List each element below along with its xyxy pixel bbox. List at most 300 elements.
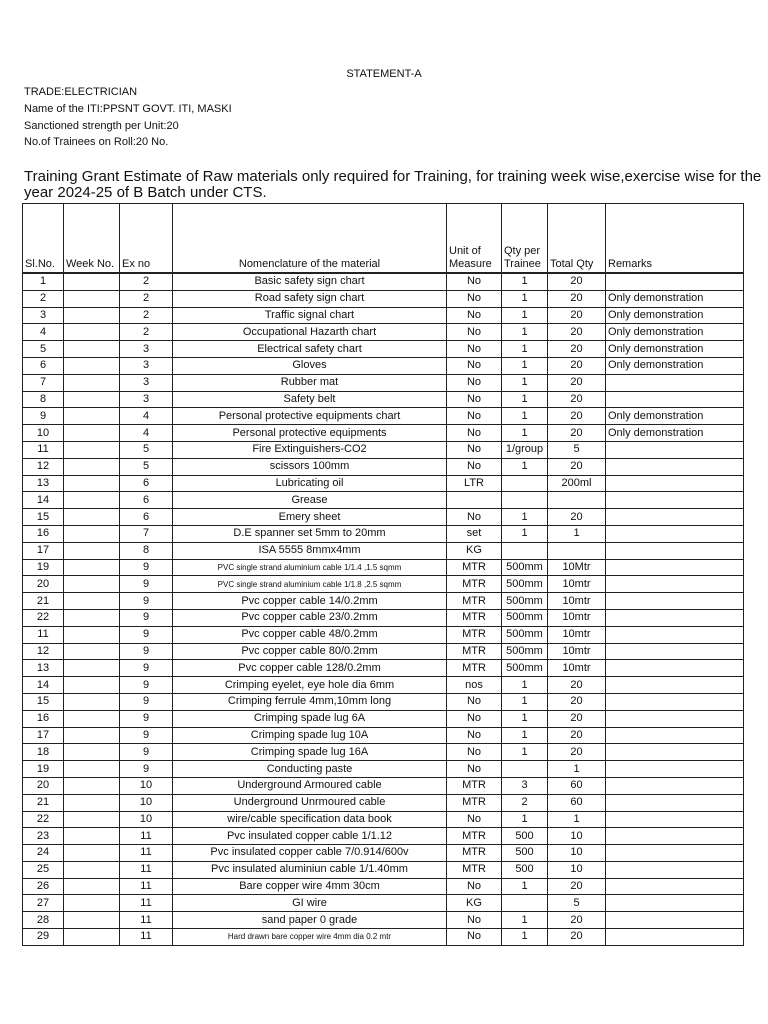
cell-nomenclature: Pvc insulated aluminiun cable 1/1.40mm xyxy=(173,861,447,878)
table-row xyxy=(23,542,744,559)
cell-remarks xyxy=(606,391,744,408)
cell-week-no xyxy=(64,576,120,593)
cell-nomenclature: Personal protective equipments chart xyxy=(173,408,447,425)
cell-week-no xyxy=(64,593,120,610)
cell-unit: MTR xyxy=(447,777,502,794)
cell-week-no xyxy=(64,492,120,509)
cell-week-no xyxy=(64,273,120,290)
iti-name-line: Name of the ITI:PPSNT GOVT. ITI, MASKI xyxy=(24,103,232,115)
cell-nomenclature: wire/cable specification data book xyxy=(173,811,447,828)
table-row xyxy=(23,794,744,811)
cell-qty-per-trainee: 500 xyxy=(502,861,548,878)
table-row xyxy=(23,357,744,374)
table-row xyxy=(23,693,744,710)
cell-total-qty: 10mtr xyxy=(548,593,606,610)
cell-unit: nos xyxy=(447,677,502,694)
cell-remarks: Only demonstration xyxy=(606,425,744,442)
cell-sl-no: 19 xyxy=(23,761,64,778)
cell-week-no xyxy=(64,559,120,576)
cell-remarks xyxy=(606,895,744,912)
cell-nomenclature: GI wire xyxy=(173,895,447,912)
cell-qty-per-trainee: 1 xyxy=(502,273,548,290)
cell-week-no xyxy=(64,794,120,811)
cell-week-no xyxy=(64,761,120,778)
cell-ex-no: 10 xyxy=(120,777,173,794)
cell-total-qty: 20 xyxy=(548,324,606,341)
cell-unit: No xyxy=(447,307,502,324)
cell-qty-per-trainee: 500mm xyxy=(502,660,548,677)
cell-nomenclature: Road safety sign chart xyxy=(173,290,447,307)
cell-week-no xyxy=(64,542,120,559)
cell-unit: MTR xyxy=(447,626,502,643)
cell-total-qty: 20 xyxy=(548,878,606,895)
cell-total-qty: 20 xyxy=(548,408,606,425)
cell-nomenclature: Occupational Hazarth chart xyxy=(173,324,447,341)
table-row xyxy=(23,341,744,358)
cell-remarks: Only demonstration xyxy=(606,357,744,374)
cell-total-qty: 10 xyxy=(548,845,606,862)
table-row xyxy=(23,458,744,475)
cell-ex-no: 9 xyxy=(120,727,173,744)
cell-unit: No xyxy=(447,710,502,727)
cell-unit: No xyxy=(447,727,502,744)
cell-total-qty: 10mtr xyxy=(548,660,606,677)
cell-ex-no: 9 xyxy=(120,559,173,576)
cell-qty-per-trainee xyxy=(502,475,548,492)
cell-unit: No xyxy=(447,878,502,895)
cell-remarks xyxy=(606,475,744,492)
cell-nomenclature: Pvc copper cable 48/0.2mm xyxy=(173,626,447,643)
cell-nomenclature: PVC single strand aluminium cable 1/1.4 ,1.5 sqmm xyxy=(173,559,447,576)
cell-week-no xyxy=(64,509,120,526)
cell-ex-no: 8 xyxy=(120,542,173,559)
cell-ex-no: 9 xyxy=(120,761,173,778)
cell-remarks xyxy=(606,542,744,559)
cell-nomenclature: Crimping eyelet, eye hole dia 6mm xyxy=(173,677,447,694)
cell-sl-no: 23 xyxy=(23,828,64,845)
cell-total-qty: 10mtr xyxy=(548,576,606,593)
cell-total-qty: 10 xyxy=(548,861,606,878)
cell-sl-no: 22 xyxy=(23,811,64,828)
cell-sl-no: 28 xyxy=(23,912,64,929)
cell-ex-no: 6 xyxy=(120,492,173,509)
cell-remarks xyxy=(606,273,744,290)
cell-ex-no: 3 xyxy=(120,341,173,358)
cell-total-qty: 60 xyxy=(548,794,606,811)
cell-nomenclature: Crimping ferrule 4mm,10mm long xyxy=(173,693,447,710)
cell-sl-no: 15 xyxy=(23,509,64,526)
cell-qty-per-trainee: 500mm xyxy=(502,576,548,593)
cell-sl-no: 5 xyxy=(23,341,64,358)
cell-nomenclature: Crimping spade lug 10A xyxy=(173,727,447,744)
cell-total-qty: 20 xyxy=(548,912,606,929)
cell-week-no xyxy=(64,878,120,895)
cell-qty-per-trainee: 1 xyxy=(502,710,548,727)
table-row xyxy=(23,929,744,946)
cell-remarks xyxy=(606,660,744,677)
cell-unit: MTR xyxy=(447,576,502,593)
cell-qty-per-trainee: 2 xyxy=(502,794,548,811)
col-nomenclature: Nomenclature of the material xyxy=(173,204,447,274)
cell-ex-no: 11 xyxy=(120,845,173,862)
cell-qty-per-trainee: 500 xyxy=(502,828,548,845)
cell-unit: No xyxy=(447,374,502,391)
cell-qty-per-trainee: 1 xyxy=(502,290,548,307)
cell-sl-no: 25 xyxy=(23,861,64,878)
cell-week-no xyxy=(64,324,120,341)
cell-nomenclature: Pvc insulated copper cable 7/0.914/600v xyxy=(173,845,447,862)
cell-total-qty: 20 xyxy=(548,509,606,526)
cell-ex-no: 2 xyxy=(120,290,173,307)
cell-nomenclature: Pvc insulated copper cable 1/1.12 xyxy=(173,828,447,845)
cell-unit xyxy=(447,492,502,509)
cell-ex-no: 11 xyxy=(120,895,173,912)
cell-nomenclature: Grease xyxy=(173,492,447,509)
cell-unit: MTR xyxy=(447,559,502,576)
cell-remarks xyxy=(606,609,744,626)
cell-ex-no: 10 xyxy=(120,811,173,828)
cell-remarks: Only demonstration xyxy=(606,307,744,324)
cell-unit: No xyxy=(447,458,502,475)
cell-unit: KG xyxy=(447,895,502,912)
cell-nomenclature: Pvc copper cable 80/0.2mm xyxy=(173,643,447,660)
cell-ex-no: 9 xyxy=(120,744,173,761)
table-row xyxy=(23,727,744,744)
table-row xyxy=(23,290,744,307)
cell-week-no xyxy=(64,441,120,458)
col-unit: Unit of Measure xyxy=(447,204,502,274)
cell-ex-no: 11 xyxy=(120,929,173,946)
cell-sl-no: 17 xyxy=(23,542,64,559)
cell-total-qty: 20 xyxy=(548,458,606,475)
cell-total-qty: 20 xyxy=(548,307,606,324)
cell-unit: No xyxy=(447,408,502,425)
cell-total-qty: 20 xyxy=(548,425,606,442)
cell-ex-no: 5 xyxy=(120,458,173,475)
cell-ex-no: 7 xyxy=(120,525,173,542)
cell-unit: No xyxy=(447,357,502,374)
cell-qty-per-trainee: 500mm xyxy=(502,626,548,643)
cell-qty-per-trainee: 1 xyxy=(502,912,548,929)
cell-total-qty: 10mtr xyxy=(548,643,606,660)
cell-total-qty: 20 xyxy=(548,693,606,710)
cell-total-qty: 10Mtr xyxy=(548,559,606,576)
cell-week-no xyxy=(64,341,120,358)
cell-remarks xyxy=(606,626,744,643)
cell-unit: No xyxy=(447,912,502,929)
table-row xyxy=(23,391,744,408)
cell-sl-no: 17 xyxy=(23,727,64,744)
cell-sl-no: 29 xyxy=(23,929,64,946)
table-row xyxy=(23,509,744,526)
table-row xyxy=(23,576,744,593)
cell-remarks xyxy=(606,693,744,710)
cell-sl-no: 9 xyxy=(23,408,64,425)
cell-unit: No xyxy=(447,744,502,761)
table-row xyxy=(23,761,744,778)
cell-nomenclature: Traffic signal chart xyxy=(173,307,447,324)
cell-week-no xyxy=(64,929,120,946)
cell-sl-no: 13 xyxy=(23,660,64,677)
cell-unit: No xyxy=(447,441,502,458)
cell-unit: No xyxy=(447,509,502,526)
sanctioned-strength-line: Sanctioned strength per Unit:20 xyxy=(24,120,179,132)
table-row xyxy=(23,425,744,442)
cell-qty-per-trainee: 1 xyxy=(502,408,548,425)
cell-sl-no: 27 xyxy=(23,895,64,912)
cell-unit: No xyxy=(447,290,502,307)
cell-ex-no: 6 xyxy=(120,475,173,492)
table-header-row xyxy=(23,204,744,274)
cell-unit: LTR xyxy=(447,475,502,492)
cell-ex-no: 5 xyxy=(120,441,173,458)
cell-unit: No xyxy=(447,693,502,710)
table-row xyxy=(23,593,744,610)
table-row xyxy=(23,559,744,576)
cell-unit: MTR xyxy=(447,845,502,862)
cell-week-no xyxy=(64,458,120,475)
cell-week-no xyxy=(64,845,120,862)
cell-nomenclature: D.E spanner set 5mm to 20mm xyxy=(173,525,447,542)
cell-unit: MTR xyxy=(447,609,502,626)
cell-unit: No xyxy=(447,341,502,358)
col-remarks: Remarks xyxy=(606,204,744,274)
cell-sl-no: 20 xyxy=(23,777,64,794)
cell-total-qty: 10mtr xyxy=(548,609,606,626)
cell-unit: set xyxy=(447,525,502,542)
cell-sl-no: 14 xyxy=(23,677,64,694)
cell-week-no xyxy=(64,391,120,408)
cell-remarks xyxy=(606,777,744,794)
cell-remarks xyxy=(606,374,744,391)
cell-week-no xyxy=(64,895,120,912)
cell-total-qty: 60 xyxy=(548,777,606,794)
cell-unit: MTR xyxy=(447,660,502,677)
cell-remarks xyxy=(606,576,744,593)
cell-remarks xyxy=(606,441,744,458)
cell-week-no xyxy=(64,290,120,307)
cell-remarks xyxy=(606,677,744,694)
table-row xyxy=(23,845,744,862)
cell-ex-no: 4 xyxy=(120,408,173,425)
cell-qty-per-trainee xyxy=(502,895,548,912)
cell-ex-no: 2 xyxy=(120,324,173,341)
cell-remarks xyxy=(606,744,744,761)
cell-qty-per-trainee xyxy=(502,542,548,559)
cell-week-no xyxy=(64,811,120,828)
cell-week-no xyxy=(64,828,120,845)
cell-qty-per-trainee: 1 xyxy=(502,878,548,895)
cell-remarks xyxy=(606,525,744,542)
cell-total-qty: 10 xyxy=(548,828,606,845)
cell-sl-no: 19 xyxy=(23,559,64,576)
cell-week-no xyxy=(64,357,120,374)
cell-nomenclature: Hard drawn bare copper wire 4mm dia 0.2 mtr xyxy=(173,929,447,946)
cell-ex-no: 9 xyxy=(120,626,173,643)
cell-sl-no: 8 xyxy=(23,391,64,408)
cell-sl-no: 18 xyxy=(23,744,64,761)
cell-week-no xyxy=(64,710,120,727)
cell-remarks: Only demonstration xyxy=(606,408,744,425)
cell-unit: No xyxy=(447,761,502,778)
cell-nomenclature: PVC single strand aluminium cable 1/1.8 ,2.5 sqmm xyxy=(173,576,447,593)
cell-remarks xyxy=(606,845,744,862)
cell-sl-no: 3 xyxy=(23,307,64,324)
cell-sl-no: 11 xyxy=(23,441,64,458)
cell-ex-no: 6 xyxy=(120,509,173,526)
cell-qty-per-trainee: 500mm xyxy=(502,609,548,626)
table-row xyxy=(23,677,744,694)
cell-ex-no: 9 xyxy=(120,593,173,610)
cell-week-no xyxy=(64,425,120,442)
cell-nomenclature: Bare copper wire 4mm 30cm xyxy=(173,878,447,895)
cell-week-no xyxy=(64,374,120,391)
cell-qty-per-trainee: 1 xyxy=(502,391,548,408)
cell-total-qty: 200ml xyxy=(548,475,606,492)
cell-week-no xyxy=(64,727,120,744)
cell-remarks xyxy=(606,794,744,811)
cell-total-qty xyxy=(548,542,606,559)
cell-sl-no: 21 xyxy=(23,794,64,811)
cell-qty-per-trainee: 1 xyxy=(502,811,548,828)
cell-nomenclature: Fire Extinguishers-CO2 xyxy=(173,441,447,458)
cell-qty-per-trainee: 3 xyxy=(502,777,548,794)
trade-line: TRADE:ELECTRICIAN xyxy=(24,86,138,98)
cell-unit: KG xyxy=(447,542,502,559)
cell-total-qty: 20 xyxy=(548,391,606,408)
cell-week-no xyxy=(64,643,120,660)
table-row xyxy=(23,643,744,660)
cell-nomenclature: Underground Armoured cable xyxy=(173,777,447,794)
cell-ex-no: 11 xyxy=(120,912,173,929)
table-row xyxy=(23,492,744,509)
cell-qty-per-trainee: 500mm xyxy=(502,593,548,610)
cell-sl-no: 15 xyxy=(23,693,64,710)
cell-qty-per-trainee: 1 xyxy=(502,458,548,475)
cell-remarks xyxy=(606,929,744,946)
cell-week-no xyxy=(64,693,120,710)
cell-unit: No xyxy=(447,811,502,828)
table-row xyxy=(23,828,744,845)
cell-remarks xyxy=(606,727,744,744)
cell-remarks: Only demonstration xyxy=(606,341,744,358)
cell-unit: No xyxy=(447,929,502,946)
cell-sl-no: 22 xyxy=(23,609,64,626)
cell-week-no xyxy=(64,307,120,324)
cell-ex-no: 3 xyxy=(120,374,173,391)
cell-nomenclature: Basic safety sign chart xyxy=(173,273,447,290)
cell-ex-no: 2 xyxy=(120,307,173,324)
col-total-qty: Total Qty xyxy=(548,204,606,274)
cell-sl-no: 16 xyxy=(23,710,64,727)
cell-week-no xyxy=(64,777,120,794)
cell-remarks xyxy=(606,828,744,845)
cell-qty-per-trainee: 1 xyxy=(502,727,548,744)
table-row xyxy=(23,895,744,912)
cell-nomenclature: Underground Unrmoured cable xyxy=(173,794,447,811)
cell-total-qty xyxy=(548,492,606,509)
cell-nomenclature: Emery sheet xyxy=(173,509,447,526)
cell-qty-per-trainee: 1 xyxy=(502,307,548,324)
cell-qty-per-trainee: 1 xyxy=(502,525,548,542)
cell-total-qty: 20 xyxy=(548,744,606,761)
cell-unit: MTR xyxy=(447,643,502,660)
cell-nomenclature: Pvc copper cable 128/0.2mm xyxy=(173,660,447,677)
cell-total-qty: 20 xyxy=(548,341,606,358)
table-row xyxy=(23,307,744,324)
cell-ex-no: 4 xyxy=(120,425,173,442)
cell-ex-no: 11 xyxy=(120,828,173,845)
cell-nomenclature: Lubricating oil xyxy=(173,475,447,492)
cell-sl-no: 2 xyxy=(23,290,64,307)
cell-qty-per-trainee: 500 xyxy=(502,845,548,862)
cell-ex-no: 9 xyxy=(120,576,173,593)
cell-unit: No xyxy=(447,324,502,341)
cell-total-qty: 1 xyxy=(548,761,606,778)
cell-nomenclature: Rubber mat xyxy=(173,374,447,391)
table-row xyxy=(23,777,744,794)
cell-nomenclature: Pvc copper cable 23/0.2mm xyxy=(173,609,447,626)
cell-remarks xyxy=(606,912,744,929)
cell-remarks xyxy=(606,861,744,878)
cell-total-qty: 20 xyxy=(548,677,606,694)
cell-remarks xyxy=(606,811,744,828)
col-ex-no: Ex no xyxy=(120,204,173,274)
cell-sl-no: 24 xyxy=(23,845,64,862)
cell-sl-no: 4 xyxy=(23,324,64,341)
cell-qty-per-trainee: 1/group xyxy=(502,441,548,458)
cell-nomenclature: Conducting paste xyxy=(173,761,447,778)
cell-sl-no: 13 xyxy=(23,475,64,492)
table-row xyxy=(23,441,744,458)
cell-total-qty: 20 xyxy=(548,727,606,744)
cell-remarks xyxy=(606,761,744,778)
trainees-line: No.of Trainees on Roll:20 No. xyxy=(24,136,169,148)
cell-unit: MTR xyxy=(447,593,502,610)
table-row xyxy=(23,878,744,895)
cell-ex-no: 9 xyxy=(120,609,173,626)
cell-nomenclature: Crimping spade lug 16A xyxy=(173,744,447,761)
cell-sl-no: 11 xyxy=(23,626,64,643)
cell-qty-per-trainee: 1 xyxy=(502,324,548,341)
cell-qty-per-trainee: 1 xyxy=(502,509,548,526)
cell-nomenclature: Safety belt xyxy=(173,391,447,408)
cell-sl-no: 12 xyxy=(23,643,64,660)
table-row xyxy=(23,475,744,492)
table-row xyxy=(23,525,744,542)
cell-week-no xyxy=(64,912,120,929)
table-row xyxy=(23,710,744,727)
cell-unit: MTR xyxy=(447,828,502,845)
table-row xyxy=(23,912,744,929)
cell-unit: MTR xyxy=(447,861,502,878)
cell-total-qty: 10mtr xyxy=(548,626,606,643)
cell-ex-no: 10 xyxy=(120,794,173,811)
cell-remarks xyxy=(606,593,744,610)
cell-unit: MTR xyxy=(447,794,502,811)
cell-week-no xyxy=(64,861,120,878)
cell-remarks: Only demonstration xyxy=(606,324,744,341)
cell-week-no xyxy=(64,408,120,425)
cell-sl-no: 16 xyxy=(23,525,64,542)
cell-ex-no: 9 xyxy=(120,660,173,677)
cell-unit: No xyxy=(447,391,502,408)
cell-total-qty: 5 xyxy=(548,441,606,458)
cell-remarks xyxy=(606,492,744,509)
materials-table xyxy=(22,203,744,946)
cell-remarks xyxy=(606,509,744,526)
cell-qty-per-trainee: 500mm xyxy=(502,643,548,660)
